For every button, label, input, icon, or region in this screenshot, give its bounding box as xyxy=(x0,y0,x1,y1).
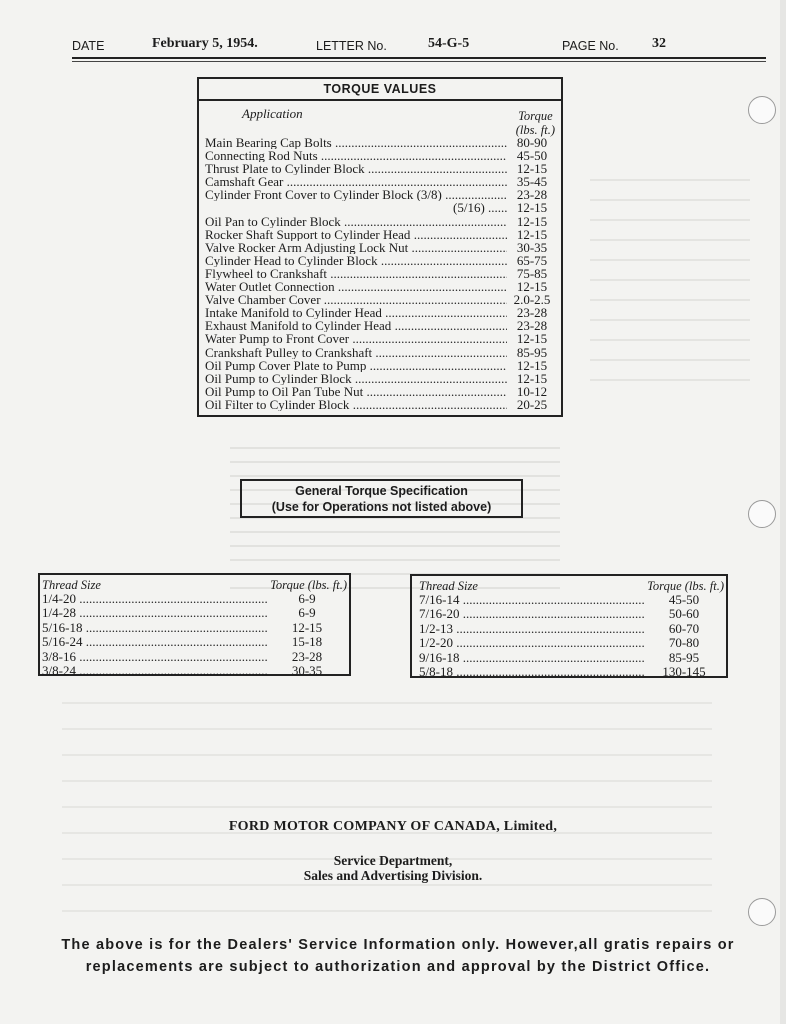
row-value: 12-15 xyxy=(516,162,548,176)
row-value: 2.0-2.5 xyxy=(513,293,551,307)
row-label: 9/16-18 ..... xyxy=(419,651,644,665)
bleed-through-text xyxy=(62,690,712,920)
row-label: Oil Pump Cover Plate to Pump ..... xyxy=(205,359,507,372)
bleed-through-text xyxy=(590,170,750,390)
page-value: 32 xyxy=(652,36,666,51)
row-value: 35-45 xyxy=(516,175,548,189)
row-label: Connecting Rod Nuts ..... xyxy=(205,149,507,162)
table-row xyxy=(205,332,557,345)
letter-value: 54-G-5 xyxy=(428,36,470,51)
table-title: TORQUE VALUES xyxy=(199,79,561,101)
row-value: 12-15 xyxy=(516,332,548,346)
table-row xyxy=(42,606,347,620)
row-label: Thrust Plate to Cylinder Block ..... xyxy=(205,162,507,175)
row-label: Intake Manifold to Cylinder Head ..... xyxy=(205,306,507,319)
row-value: 65-75 xyxy=(516,253,548,267)
table-row xyxy=(205,175,557,188)
row-value: 12-15 xyxy=(291,620,323,635)
table-row xyxy=(205,398,557,411)
punch-hole xyxy=(748,500,776,528)
row-value: 20-25 xyxy=(516,397,548,411)
table-row xyxy=(419,651,724,665)
table-row xyxy=(205,359,557,372)
row-value: 23-28 xyxy=(291,649,323,664)
table-row xyxy=(419,607,724,621)
row-value: 10-12 xyxy=(516,384,548,398)
header-rule xyxy=(72,57,766,59)
general-spec-subtitle: (Use for Operations not listed above) xyxy=(271,500,492,514)
column-header-torque: Torque (lbs. ft.) xyxy=(270,578,347,592)
table-row xyxy=(205,385,557,398)
row-value: 45-50 xyxy=(668,593,700,607)
table-row xyxy=(419,636,724,650)
row-value: 23-28 xyxy=(516,188,548,202)
table-row xyxy=(42,621,347,635)
row-value: 75-85 xyxy=(516,266,548,281)
table-row xyxy=(205,201,557,214)
row-label: Valve Rocker Arm Adjusting Lock Nut ..... xyxy=(205,241,507,254)
torque-header-unit: (lbs. ft.) xyxy=(515,123,555,137)
table-row xyxy=(42,664,347,678)
thread-table-right xyxy=(410,574,728,678)
row-value: 23-28 xyxy=(516,319,548,333)
row-label: 5/16-18 ..... xyxy=(42,621,267,635)
table-row xyxy=(205,319,557,332)
header-rule xyxy=(72,61,766,62)
row-value: 12-15 xyxy=(516,201,548,215)
general-spec-box xyxy=(240,479,523,518)
row-label: 7/16-14 ..... xyxy=(419,593,644,607)
row-label: Flywheel to Crankshaft ..... xyxy=(205,267,507,280)
row-value: 12-15 xyxy=(516,280,548,294)
row-label: Water Pump to Front Cover ..... xyxy=(205,332,507,345)
table-row xyxy=(205,254,557,267)
row-value: 130-145 xyxy=(662,664,706,679)
column-header-thread-size: Thread Size xyxy=(419,579,478,593)
thread-rows xyxy=(419,593,724,679)
row-value: 12-15 xyxy=(516,214,548,228)
row-label: Oil Pan to Cylinder Block ..... xyxy=(205,215,507,228)
row-value: 6-9 xyxy=(298,606,316,621)
row-label: Main Bearing Cap Bolts ..... xyxy=(205,136,507,149)
row-value: 15-18 xyxy=(291,635,323,650)
company-name: FORD MOTOR COMPANY OF CANADA, Limited, xyxy=(228,819,558,834)
table-row xyxy=(419,622,724,636)
row-value: 6-9 xyxy=(298,592,316,606)
table-row xyxy=(42,650,347,664)
table-row xyxy=(205,136,557,149)
dealer-notice-line1: The above is for the Dealers' Service Information only. However,all gratis repairs or xyxy=(61,937,735,953)
table-row xyxy=(419,593,724,607)
row-label: 1/4-28 ..... xyxy=(42,606,267,620)
row-value: 45-50 xyxy=(516,149,548,163)
date-label: DATE xyxy=(72,39,105,53)
table-row xyxy=(205,372,557,385)
row-label: 1/2-13 ..... xyxy=(419,622,644,636)
row-label: Valve Chamber Cover ..... xyxy=(205,293,507,306)
row-label: 5/8-18 ..... xyxy=(419,665,644,679)
row-label: Water Outlet Connection ..... xyxy=(205,280,507,293)
row-value: 23-28 xyxy=(516,306,548,320)
letter-label: LETTER No. xyxy=(316,39,387,53)
table-row xyxy=(42,635,347,649)
dealer-notice-line2: replacements are subject to authorization and approval by the District Office. xyxy=(85,959,711,975)
division-name: Sales and Advertising Division. xyxy=(303,868,483,883)
department-name: Service Department, xyxy=(333,853,453,868)
torque-values-table xyxy=(197,77,563,417)
column-header-thread-size: Thread Size xyxy=(42,578,101,592)
row-label: 1/4-20 ..... xyxy=(42,592,267,606)
table-row xyxy=(205,162,557,175)
row-label: Oil Pump to Cylinder Block ..... xyxy=(205,372,507,385)
table-row xyxy=(205,267,557,280)
table-row xyxy=(205,346,557,359)
row-value: 85-95 xyxy=(668,650,700,665)
table-row xyxy=(205,215,557,228)
date-value: February 5, 1954. xyxy=(152,36,258,51)
row-label: 3/8-24 ..... xyxy=(42,664,267,678)
table-row xyxy=(205,241,557,254)
row-value: 30-35 xyxy=(516,240,548,254)
column-header-torque: Torque (lbs. ft.) xyxy=(647,579,724,593)
row-label: 1/2-20 ..... xyxy=(419,636,644,650)
page-label: PAGE No. xyxy=(562,39,619,53)
row-value: 12-15 xyxy=(516,358,548,372)
torque-header-label: Torque xyxy=(518,109,553,123)
column-header-torque xyxy=(516,109,555,137)
row-label: Camshaft Gear ..... xyxy=(205,175,507,188)
thread-table-left xyxy=(38,573,351,676)
dealer-notice xyxy=(18,934,778,978)
row-label: Crankshaft Pulley to Crankshaft ..... xyxy=(205,346,507,359)
table-row xyxy=(205,149,557,162)
row-label: (5/16) ..... xyxy=(453,201,507,214)
table-row xyxy=(205,188,557,201)
row-label: Cylinder Front Cover to Cylinder Block (3/8) ..... xyxy=(205,188,507,201)
row-value: 85-95 xyxy=(516,345,548,359)
row-label: Oil Pump to Oil Pan Tube Nut ..... xyxy=(205,385,507,398)
table-row xyxy=(205,306,557,319)
row-label: 3/8-16 ..... xyxy=(42,650,267,664)
table-row xyxy=(419,665,724,679)
row-label: Exhaust Manifold to Cylinder Head ..... xyxy=(205,319,507,332)
row-value: 60-70 xyxy=(668,621,700,636)
general-spec-title: General Torque Specification xyxy=(295,484,468,498)
row-label: Oil Filter to Cylinder Block ..... xyxy=(205,398,507,411)
table-row xyxy=(205,293,557,306)
row-value: 80-90 xyxy=(516,136,548,150)
column-header-application: Application xyxy=(242,106,303,121)
row-label: 5/16-24 ..... xyxy=(42,635,267,649)
punch-hole xyxy=(748,96,776,124)
torque-rows xyxy=(205,136,557,411)
table-row xyxy=(205,280,557,293)
table-row xyxy=(205,228,557,241)
row-label: 7/16-20 ..... xyxy=(419,607,644,621)
row-value: 12-15 xyxy=(516,371,548,385)
row-value: 70-80 xyxy=(668,636,700,651)
table-row xyxy=(42,592,347,606)
row-value: 30-35 xyxy=(291,663,323,678)
row-value: 12-15 xyxy=(516,227,548,241)
row-label: Cylinder Head to Cylinder Block ..... xyxy=(205,254,507,267)
row-value: 50-60 xyxy=(668,607,700,622)
thread-rows xyxy=(42,592,347,678)
row-label: Rocker Shaft Support to Cylinder Head ..... xyxy=(205,228,507,241)
punch-hole xyxy=(748,898,776,926)
